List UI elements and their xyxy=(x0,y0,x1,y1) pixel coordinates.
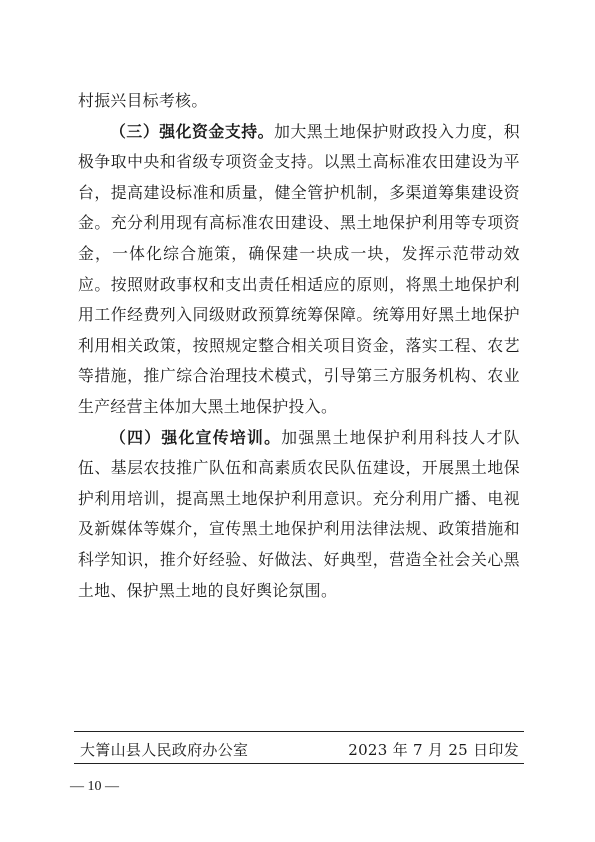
footer-issuer: 大箐山县人民政府办公室 xyxy=(80,741,249,759)
document-body xyxy=(78,86,520,606)
section-4-paragraph xyxy=(78,423,520,607)
footer-date: 2023 年 7 月 25 日印发 xyxy=(348,741,519,759)
section-4-heading: （四）强化宣传培训。 xyxy=(110,427,282,447)
footer-bottom-divider xyxy=(74,763,524,764)
continuation-paragraph: 村振兴目标考核。 xyxy=(78,91,208,110)
footer-top-divider xyxy=(74,731,524,732)
section-3-paragraph xyxy=(78,117,520,423)
section-3-text: 加大黑土地保护财政投入力度，积极争取中央和省级专项资金支持。以黑土高标准农田建设为平台，提高建设标准和质量，健全管护机制，多渠道筹集建设资金。充分利用现有高标准农田建设、黑土地保护利用等专项资金，一体化综合施策，确保建一块成一块，发挥示范带动效应。按照财政事权和支出责任相适应的原则，将黑土地保护利用工作经费列入同级财政预算统筹保障。统筹用好黑土地保护利用相关政策，按照规定整合相关项目资金，落实工程、农艺等措施，推广综合治理技术模式，引导第三方服务机构、农业生产经营主体加大黑土地保护投入。 xyxy=(78,121,520,416)
section-4-text: 加强黑土地保护利用科技人才队伍、基层农技推广队伍和高素质农民队伍建设，开展黑土地保护利用培训，提高黑土地保护利用意识。充分利用广播、电视及新媒体等媒介，宣传黑土地保护利用法律法规、政策措施和科学知识，推介好经验、好做法、好典型，营造全社会关心黑土地、保护黑土地的良好舆论氛围。 xyxy=(78,427,520,600)
section-3-heading: （三）强化资金支持。 xyxy=(110,121,275,141)
page-number: — 10 — xyxy=(70,779,119,794)
